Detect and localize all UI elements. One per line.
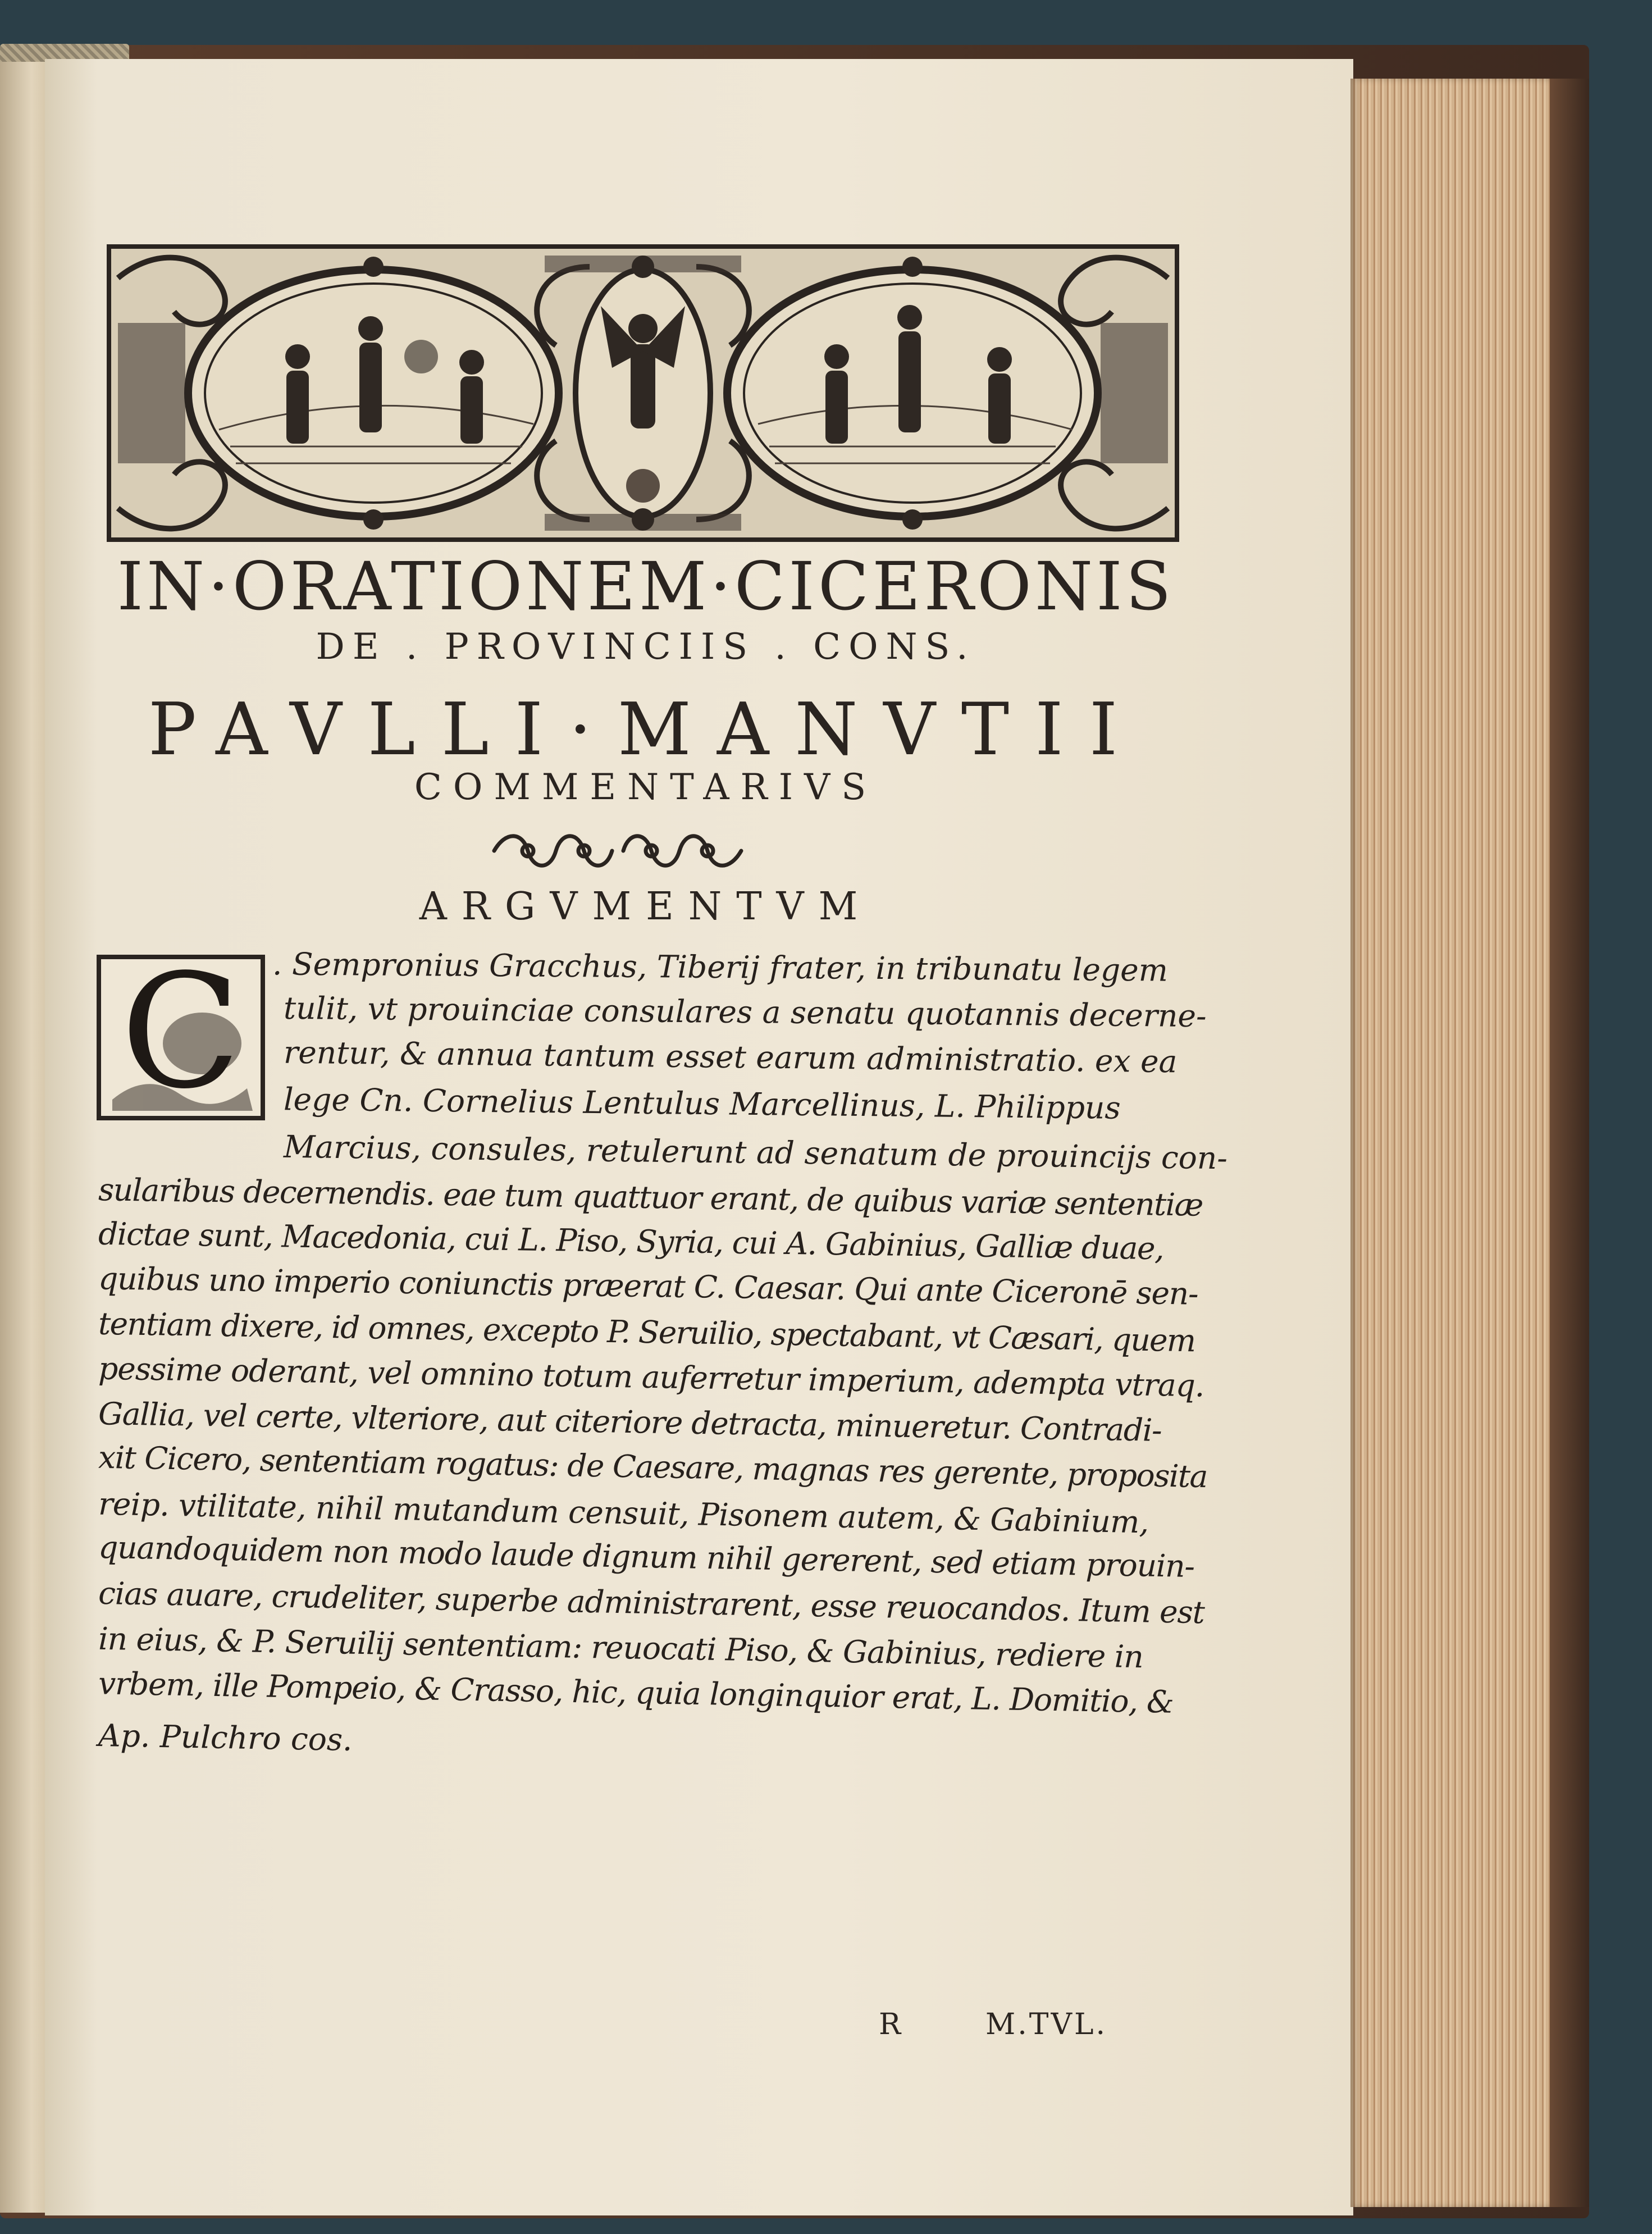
- binding-edge: [1550, 79, 1589, 2207]
- text-line: reip. vtilitate, nihil mutandum censuit, Pisonem autem, & Gabinium,: [98, 1485, 1149, 1540]
- text-line: rentur, & annua tantum esset earum administratio. ex ea: [283, 1034, 1178, 1080]
- facing-page-edge: [0, 62, 45, 2213]
- text-line: Ap. Pulchro cos.: [98, 1717, 353, 1758]
- text-line: xit Cicero, sententiam rogatus: de Caesare, magnas res gerente, proposita: [98, 1439, 1208, 1495]
- text-line: Marcius, consules, retulerunt ad senatum de prouincijs con-: [283, 1128, 1228, 1177]
- signature-mark: R: [879, 2008, 901, 2041]
- fleuron-ornament: [489, 820, 747, 882]
- title-line-1: IN·ORATIONEM·CICERONIS: [117, 548, 1175, 625]
- text-line: . Sempronius Gracchus, Tiberij frater, in tribunatu legem: [272, 946, 1169, 988]
- text-line: tentiam dixere, id omnes, excepto P. Seruilio, spectabant, vt Cæsari, quem: [98, 1305, 1195, 1359]
- initial-letter: C: [120, 941, 241, 1124]
- woodcut-headpiece: [107, 244, 1179, 542]
- title-line-4: COMMENTARIVS: [414, 767, 878, 808]
- title-line-2: DE . PROVINCIIS . CONS.: [316, 626, 976, 668]
- text-line: in eius, & P. Seruilij sententiam: reuocati Piso, & Gabinius, rediere in: [98, 1620, 1144, 1675]
- decorated-initial: [97, 941, 265, 1124]
- text-line: quibus uno imperio coniunctis præerat C. Caesar. Qui ante Ciceronē sen-: [98, 1260, 1198, 1312]
- section-heading: ARGVMENTVM: [419, 885, 873, 929]
- text-line: tulit, vt prouinciae consulares a senatu quotannis decerne-: [283, 990, 1207, 1034]
- text-line: Gallia, vel certe, vlteriore, aut citeriore detracta, minueretur. Contradi-: [98, 1396, 1162, 1448]
- text-line: cias auare, crudeliter, superbe administrarent, esse reuocandos. Itum est: [98, 1575, 1205, 1631]
- text-line: pessime oderant, vel omnino totum auferretur imperium, adempta vtraq.: [98, 1350, 1204, 1404]
- catchword: M.TVL.: [985, 2008, 1108, 2041]
- text-line: quandoquidem non modo laude dignum nihil gererent, sed etiam prouin-: [98, 1529, 1195, 1585]
- text-line: vrbem, ille Pompeio, & Crasso, hic, quia longinquior erat, L. Domitio, &: [98, 1665, 1174, 1720]
- text-line: sularibus decernendis. eae tum quattuor erant, de quibus variæ sententiæ: [98, 1171, 1203, 1223]
- title-author: PAVLLI·MANVTII: [148, 688, 1144, 772]
- text-line: lege Cn. Cornelius Lentulus Marcellinus, L. Philippus: [283, 1081, 1121, 1126]
- text-line: dictae sunt, Macedonia, cui L. Piso, Syria, cui A. Gabinius, Galliæ duae,: [98, 1215, 1164, 1267]
